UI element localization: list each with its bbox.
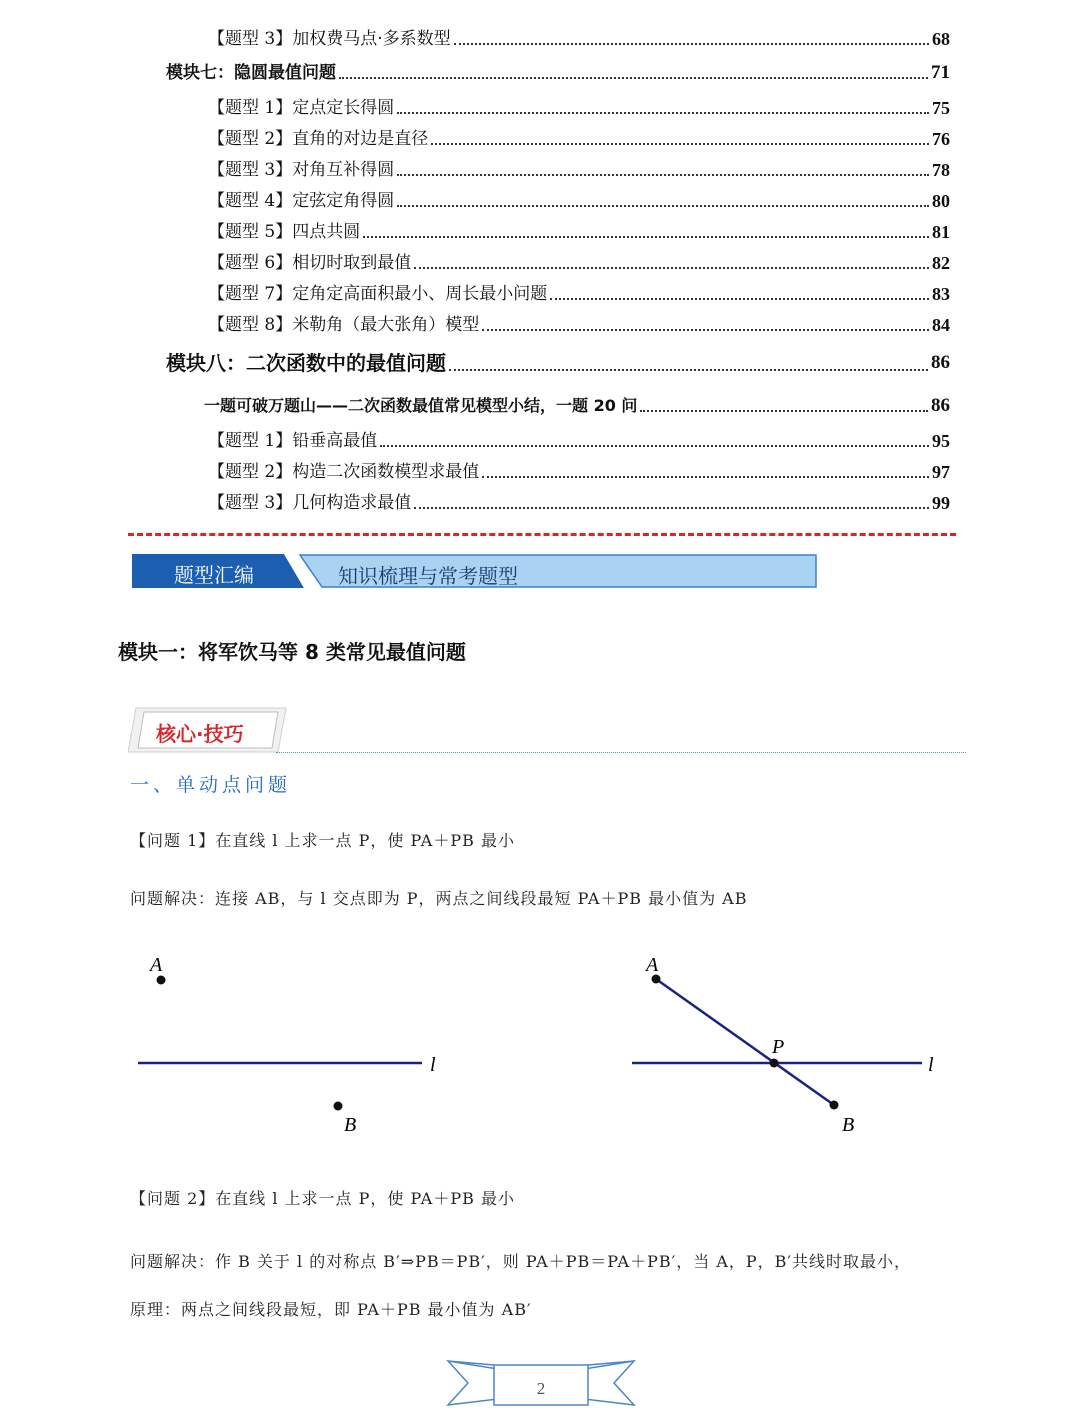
toc-item-label: 【题型 8】米勒角（最大张角）模型 bbox=[208, 315, 480, 335]
toc-item[interactable] bbox=[208, 461, 950, 483]
point-P bbox=[770, 1059, 779, 1068]
toc-item-page: 95 bbox=[932, 431, 950, 451]
toc-item[interactable] bbox=[208, 252, 950, 274]
page-number-ribbon bbox=[446, 1355, 636, 1411]
core-underline bbox=[276, 752, 966, 753]
toc-item-label: 【题型 1】定点定长得圆 bbox=[208, 98, 395, 118]
toc-module-8[interactable] bbox=[166, 350, 950, 376]
banner-right-label: 知识梳理与常考题型 bbox=[338, 564, 518, 588]
subsection-title: 一、单动点问题 bbox=[130, 774, 292, 796]
toc-item[interactable] bbox=[208, 190, 950, 212]
point-A bbox=[157, 976, 166, 985]
toc-item[interactable] bbox=[208, 492, 950, 514]
core-skill-box bbox=[128, 706, 288, 754]
segment-AB bbox=[656, 979, 834, 1105]
toc-module-label: 模块七：隐圆最值问题 bbox=[166, 63, 336, 83]
problem-1: 【问题 1】在直线 l 上求一点 P，使 PA＋PB 最小 bbox=[130, 831, 515, 850]
problem-2: 【问题 2】在直线 l 上求一点 P，使 PA＋PB 最小 bbox=[130, 1189, 515, 1208]
toc-item-page: 80 bbox=[932, 191, 950, 211]
toc-item-page: 78 bbox=[932, 160, 950, 180]
toc-item-label: 【题型 7】定角定高面积最小、周长最小问题 bbox=[208, 284, 548, 304]
toc-item[interactable] bbox=[208, 430, 950, 452]
toc-leader bbox=[397, 205, 929, 207]
toc-leader bbox=[640, 410, 928, 412]
label-l: l bbox=[928, 1054, 934, 1076]
toc-leader bbox=[380, 445, 929, 447]
toc-item-label: 【题型 2】直角的对边是直径 bbox=[208, 129, 429, 149]
toc-item-label: 【题型 5】四点共圆 bbox=[208, 222, 361, 242]
principle-2: 原理：两点之间线段最短，即 PA＋PB 最小值为 AB′ bbox=[130, 1300, 532, 1319]
toc-item-label: 【题型 4】定弦定角得圆 bbox=[208, 191, 395, 211]
toc-leader bbox=[414, 267, 929, 269]
toc-leader bbox=[454, 43, 929, 45]
toc-item-label: 【题型 3】几何构造求最值 bbox=[208, 493, 412, 513]
toc-item[interactable] bbox=[208, 283, 950, 305]
toc-leader bbox=[339, 77, 928, 79]
section-divider bbox=[128, 533, 956, 536]
toc-item[interactable] bbox=[208, 128, 950, 150]
label-B: B bbox=[842, 1114, 855, 1136]
point-B bbox=[334, 1102, 343, 1111]
toc-item[interactable] bbox=[208, 221, 950, 243]
toc-leader bbox=[482, 476, 929, 478]
toc-leader bbox=[482, 329, 929, 331]
toc-item-page: 83 bbox=[932, 284, 950, 304]
toc-module-7[interactable] bbox=[166, 62, 950, 84]
toc-item-page: 97 bbox=[932, 462, 950, 482]
toc-item-page: 81 bbox=[932, 222, 950, 242]
toc-leader bbox=[449, 369, 928, 371]
figure-right bbox=[626, 945, 946, 1140]
toc-item-page: 76 bbox=[932, 129, 950, 149]
toc-leader bbox=[363, 236, 929, 238]
toc-module-label: 模块八：二次函数中的最值问题 bbox=[166, 351, 446, 375]
toc-sub-page: 86 bbox=[931, 395, 950, 416]
solution-1: 问题解决：连接 AB，与 l 交点即为 P，两点之间线段最短 PA＋PB 最小值为 AB bbox=[130, 889, 748, 908]
toc-leader bbox=[397, 112, 929, 114]
toc-module-page: 86 bbox=[931, 352, 950, 373]
toc-item-label: 【题型 3】加权费马点·多系数型 bbox=[208, 29, 451, 49]
label-A: A bbox=[646, 954, 659, 976]
toc-item-page: 75 bbox=[932, 98, 950, 118]
label-B: B bbox=[344, 1114, 357, 1136]
core-skill-label: 核心·技巧 bbox=[156, 722, 244, 746]
toc-leader bbox=[397, 174, 929, 176]
toc-item-label: 【题型 3】对角互补得圆 bbox=[208, 160, 395, 180]
solution-2: 问题解决：作 B 关于 l 的对称点 B′⇒PB＝PB′，则 PA＋PB＝PA＋PB′，当 A，P，B′共线时取最小， bbox=[130, 1252, 912, 1271]
toc-sub-label: 一题可破万题山——二次函数最值常见模型小结，一题 20 问 bbox=[204, 396, 638, 415]
section-heading: 模块一：将军饮马等 8 类常见最值问题 bbox=[118, 640, 466, 664]
toc-item-page: 82 bbox=[932, 253, 950, 273]
toc-item-label: 【题型 6】相切时取到最值 bbox=[208, 253, 412, 273]
toc-item-label: 【题型 2】构造二次函数模型求最值 bbox=[208, 462, 480, 482]
toc-item[interactable] bbox=[208, 314, 950, 336]
label-P: P bbox=[772, 1036, 785, 1058]
toc-leader bbox=[550, 298, 929, 300]
point-B bbox=[830, 1101, 839, 1110]
banner-left-label: 题型汇编 bbox=[174, 563, 254, 587]
toc-leader bbox=[414, 507, 929, 509]
toc-module-8-sub[interactable] bbox=[204, 395, 950, 417]
toc-item-page: 84 bbox=[932, 315, 950, 335]
toc-leader bbox=[431, 143, 929, 145]
toc-item[interactable] bbox=[208, 97, 950, 119]
label-l: l bbox=[430, 1054, 436, 1076]
toc-item-label: 【题型 1】铅垂高最值 bbox=[208, 431, 378, 451]
section-banner bbox=[132, 554, 818, 590]
page-number: 2 bbox=[536, 1379, 546, 1398]
toc-item-page: 99 bbox=[932, 493, 950, 513]
toc-item-page: 68 bbox=[932, 29, 950, 49]
toc-item[interactable] bbox=[208, 159, 950, 181]
toc-module-page: 71 bbox=[931, 62, 950, 83]
label-A: A bbox=[150, 954, 163, 976]
toc-item[interactable] bbox=[208, 28, 950, 50]
figure-left bbox=[130, 945, 450, 1140]
